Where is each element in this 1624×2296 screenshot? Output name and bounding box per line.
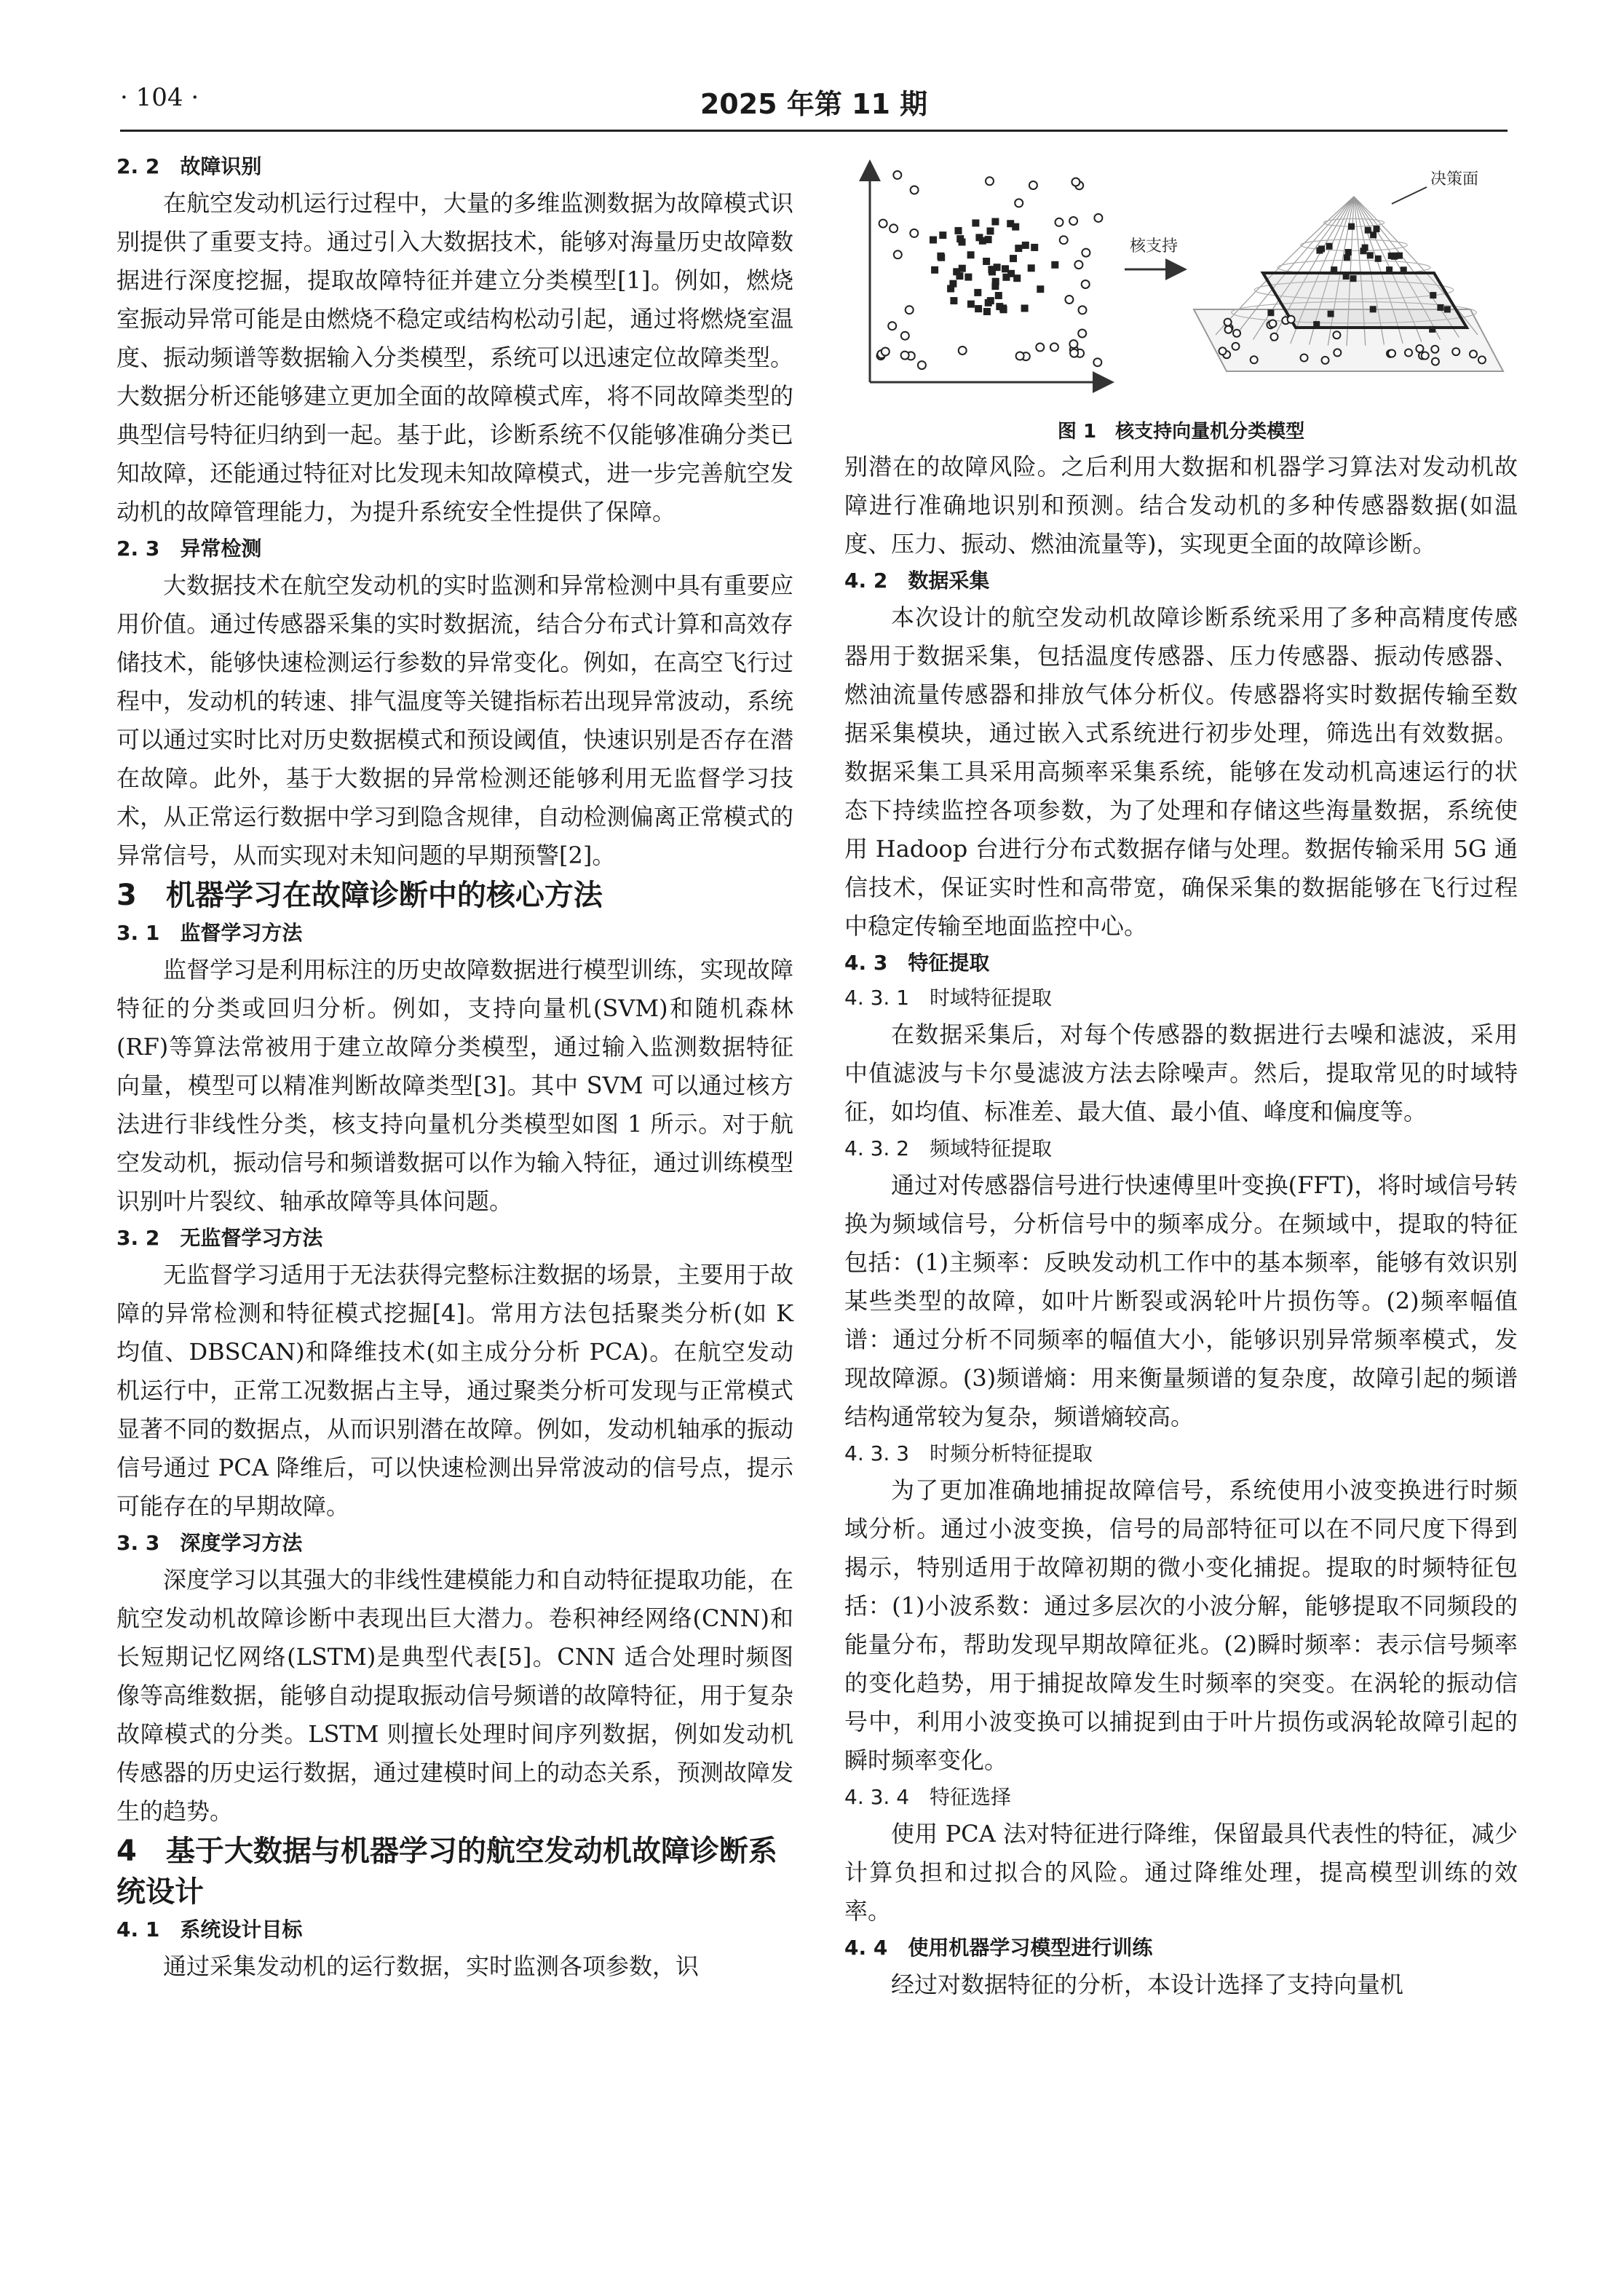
class-b-point-3d (1386, 266, 1393, 273)
class-a-point (911, 186, 919, 194)
class-a-point (918, 361, 926, 369)
section-heading: 4 基于大数据与机器学习的航空发动机故障诊断系统设计 (116, 1834, 777, 1909)
scatter-points (877, 171, 1103, 369)
class-b-point-3d (1326, 243, 1333, 250)
transform-arrow (1125, 237, 1183, 269)
class-b-point (983, 258, 990, 265)
class-a-point-3d (1452, 348, 1459, 355)
class-b-point (967, 301, 975, 308)
subsection-heading: 4. 1 系统设计目标 (116, 1917, 303, 1941)
right-column-text (844, 448, 1518, 2004)
class-b-point (988, 266, 995, 273)
class-b-point-3d (1444, 306, 1451, 313)
class-b-point (956, 272, 963, 280)
class-a-point-3d (1478, 356, 1486, 363)
class-a-point-3d (1470, 350, 1477, 357)
paragraph: 深度学习以其强大的非线性建模能力和自动特征提取功能，在航空发动机故障诊断中表现出巨大潜力。卷积神经网络(CNN)和长短期记忆网络(LSTM)是典型代表[5]。CNN 适合处理时频图像等高维数据，能够自动提取振动信号频谱的故障特征，用于复杂故障模式的分类。LSTM 则擅长处理时间序列数据，例如发动机传感器的历史运行数据，通过建模时间上的动态关系，预测故障发生的趋势。 (116, 1566, 793, 1825)
paragraph: 本次设计的航空发动机故障诊断系统采用了多种高精度传感器用于数据采集，包括温度传感器、压力传感器、振动传感器、燃油流量传感器和排放气体分析仪。传感器将实时数据传输至数据采集模块，通过嵌入式系统进行初步处理，筛选出有效数据。数据采集工具采用高频率采集系统，能够在发动机高速运行的状态下持续监控各项参数，为了处理和存储这些海量数据，系统使用 Hadoop 台进行分布式数据存储与处理。数据传输采用 5G 通信技术，保证实时性和高带宽，确保采集的数据能够在飞行过程中稳定传输至地面监控中心。 (844, 603, 1518, 940)
class-a-point (882, 348, 890, 356)
class-a-point-3d (1388, 350, 1395, 357)
class-b-point (938, 254, 945, 261)
class-b-point (1002, 274, 1010, 281)
class-b-point-3d (1437, 304, 1443, 311)
class-a-point (901, 352, 909, 360)
class-a-point (888, 322, 896, 330)
subsection-heading: 3. 3 深度学习方法 (116, 1531, 303, 1555)
figure-caption: 图 1 核支持向量机分类模型 (1057, 421, 1305, 443)
class-b-point (949, 280, 956, 288)
class-b-point-3d (1374, 226, 1380, 232)
right-3d-plot (1194, 170, 1503, 371)
subsection-heading: 4. 3. 3 时频分析特征提取 (844, 1441, 1093, 1465)
class-a-point (1065, 296, 1073, 304)
class-b-point (987, 227, 994, 234)
class-b-point-3d (1430, 292, 1436, 298)
class-b-point (991, 218, 999, 226)
subsection-heading: 4. 3. 4 特征选择 (844, 1785, 1012, 1809)
class-a-point (906, 306, 914, 314)
class-a-point (910, 229, 918, 237)
paragraph: 为了更加准确地捕捉故障信号，系统使用小波变换进行时频域分析。通过小波变换，信号的局部特征可以在不同尺度下得到揭示，特别适用于故障初期的微小变化捕捉。提取的时频特征包括：(1)小波系数：通过多层次的小波分解，能够提取不同频段的能量分布，帮助发现早期故障征兆。(2)瞬时频率：表示信号频率的变化趋势，用于捕捉故障发生时频率的突变。在涡轮的振动信号中，利用小波变换可以捕捉到由于叶片损伤或涡轮故障引起的瞬时频率变化。 (844, 1476, 1518, 1774)
left-scatter-plot (870, 164, 1110, 382)
class-b-point-3d (1331, 266, 1337, 273)
class-a-point-3d (1251, 356, 1258, 363)
class-a-point-3d (1219, 347, 1227, 355)
figure-1 (844, 149, 1518, 411)
class-b-point-3d (1313, 321, 1320, 328)
class-a-point-3d (1225, 326, 1232, 333)
class-a-point (1074, 261, 1082, 269)
left-column (116, 149, 793, 1986)
class-a-point (1072, 178, 1080, 186)
class-a-point (1082, 249, 1090, 257)
class-a-point-3d (1270, 320, 1277, 328)
class-a-point (894, 250, 902, 258)
class-b-point (975, 234, 983, 241)
class-a-point (1016, 352, 1024, 360)
class-b-point (975, 305, 982, 312)
class-a-point-3d (1224, 319, 1232, 326)
class-b-point (1013, 274, 1021, 282)
class-a-point (1069, 217, 1077, 225)
class-a-point-3d (1333, 331, 1340, 339)
class-a-point (1079, 306, 1087, 314)
class-a-point (986, 177, 994, 185)
class-a-point-3d (1232, 343, 1240, 350)
class-a-point (1015, 199, 1023, 207)
leader-line (1392, 187, 1427, 204)
class-b-point (1007, 220, 1014, 227)
class-a-point-3d (1422, 352, 1429, 360)
class-b-point (1028, 264, 1035, 272)
journal-issue: 2025 年第 11 期 (700, 88, 928, 120)
class-a-point (1093, 358, 1101, 366)
class-a-point (893, 171, 901, 179)
subsection-heading: 4. 4 使用机器学习模型进行训练 (844, 1936, 1153, 1960)
class-a-point (959, 347, 967, 355)
class-b-point (959, 239, 966, 246)
page-number: · 104 · (120, 83, 199, 112)
class-b-point-3d (1370, 306, 1377, 312)
class-b-point (983, 308, 991, 315)
class-a-point-3d (1271, 333, 1278, 341)
class-b-point (985, 299, 992, 306)
class-b-point-3d (1401, 266, 1407, 273)
class-b-point-3d (1367, 252, 1374, 258)
section-heading: 3 机器学习在故障诊断中的核心方法 (116, 879, 603, 912)
class-a-point (1055, 218, 1063, 226)
paragraph: 通过采集发动机的运行数据，实时监测各项参数，识 (163, 1952, 700, 1980)
paragraph: 无监督学习适用于无法获得完整标注数据的场景，主要用于故障的异常检测和特征模式挖掘[4]。常用方法包括聚类分析(如 K 均值、DBSCAN)和降维技术(如主成分分析 PCA)。在航空发动机运行中，正常工况数据占主导，通过聚类分析可发现与正常模式显著不同的数据点，从而识别潜在故障。例如，发动机轴承的振动信号通过 PCA 降维后，可以快速检测出异常波动的信号点，提示可能存在的早期故障。 (116, 1261, 793, 1520)
class-a-point (890, 224, 898, 232)
class-b-point-3d (1267, 309, 1274, 316)
class-b-point (1015, 245, 1022, 252)
class-a-point (1094, 214, 1102, 222)
paragraph: 在数据采集后，对每个传感器的数据进行去噪和滤波，采用中值滤波与卡尔曼滤波方法去除噪声。然后，提取常见的时域特征，如均值、标准差、最大值、最小值、峰度和偏度等。 (844, 1021, 1518, 1125)
subsection-heading: 2. 3 异常检测 (116, 537, 262, 561)
class-b-point-3d (1344, 254, 1350, 261)
class-a-point (901, 332, 909, 340)
class-a-point (879, 220, 887, 228)
svm-kernel-diagram (844, 149, 1518, 411)
paragraph: 经过对数据特征的分析，本设计选择了支持向量机 (891, 1971, 1404, 1998)
subsection-heading: 4. 3. 2 频域特征提取 (844, 1136, 1053, 1160)
class-b-point (959, 265, 966, 272)
class-b-point (950, 297, 957, 304)
class-b-point-3d (1343, 273, 1350, 280)
class-b-point (1051, 261, 1058, 269)
class-b-point-3d (1375, 256, 1382, 262)
class-b-point (1031, 244, 1038, 251)
class-b-point (1002, 265, 1009, 272)
class-b-point (1021, 305, 1029, 312)
class-b-point-3d (1429, 326, 1435, 333)
class-b-point (1010, 255, 1017, 262)
class-b-point-3d (1328, 311, 1334, 317)
right-column (844, 149, 1518, 2004)
class-b-point (1037, 285, 1044, 293)
paragraph: 使用 PCA 法对特征进行降维，保留最具代表性的特征，减少计算负担和过拟合的风险。通过降维处理，提高模型训练的效率。 (844, 1820, 1518, 1925)
class-a-point (1069, 340, 1077, 348)
subsection-heading: 3. 2 无监督学习方法 (116, 1226, 323, 1250)
paragraph: 大数据技术在航空发动机的实时监测和异常检测中具有重要应用价值。通过传感器采集的实时数据流，结合分布式计算和高效存储技术，能够快速检测运行参数的异常变化。例如，在高空飞行过程中，发动机的转速、排气温度等关键指标若出现异常波动，系统可以通过实时比对历史数据模式和预设阈值，快速识别是否存在潜在故障。此外，基于大数据的异常检测还能够利用无监督学习技术，从正常运行数据中学习到隐含规律，自动检测偏离正常模式的异常信号，从而实现对未知问题的早期预警[2]。 (116, 571, 793, 869)
class-b-point-3d (1316, 248, 1323, 254)
subsection-heading: 4. 3 特征提取 (844, 951, 990, 975)
class-a-point-3d (1301, 355, 1308, 362)
class-b-point (967, 251, 975, 258)
subsection-heading: 4. 2 数据采集 (844, 569, 990, 593)
class-b-point (985, 236, 992, 243)
class-b-point (931, 266, 938, 274)
class-b-point-3d (1360, 248, 1366, 254)
class-b-point-3d (1350, 275, 1357, 282)
class-a-point-3d (1432, 358, 1439, 365)
surface-label: 决策面 (1430, 170, 1479, 189)
class-a-point (1036, 344, 1044, 352)
class-a-point-3d (1431, 346, 1438, 353)
class-b-point-3d (1348, 223, 1355, 230)
arrow-label: 核支持 (1129, 237, 1179, 256)
subsection-heading: 2. 2 故障识别 (116, 154, 262, 178)
class-a-point-3d (1334, 349, 1341, 356)
page-header (120, 79, 1508, 132)
class-b-point (972, 219, 979, 226)
class-a-point-3d (1233, 330, 1240, 337)
class-b-point (939, 231, 946, 239)
class-b-point (930, 237, 937, 244)
paragraph: 监督学习是利用标注的历史故障数据进行模型训练，实现故障特征的分类或回归分析。例如，支持向量机(SVM)和随机森林(RF)等算法常被用于建立故障分类模型，通过输入监测数据特征向量，模型可以精准判断故障类型[3]。其中 SVM 可以通过核方法进行非线性分类，核支持向量机分类模型如图 1 所示。对于航空发动机，振动信号和频谱数据可以作为输入特征，通过训练模型识别叶片裂纹、轴承故障等具体问题。 (116, 956, 793, 1215)
class-b-point-3d (1370, 231, 1377, 238)
class-b-point (974, 289, 981, 296)
class-a-point-3d (1416, 345, 1423, 352)
class-a-point-3d (1322, 357, 1329, 364)
class-a-point (1078, 330, 1086, 338)
class-a-point (1029, 181, 1037, 189)
class-b-point (1022, 242, 1029, 249)
class-a-point (1060, 236, 1068, 244)
class-b-point (996, 303, 1003, 310)
paragraph: 通过对传感器信号进行快速傅里叶变换(FFT)，将时域信号转换为频域信号，分析信号中的频率成分。在频域中，提取的特征包括：(1)主频率：反映发动机工作中的基本频率，能够有效识别某些类型的故障，如叶片断裂或涡轮叶片损伤等。(2)频率幅值谱：通过分析不同频率的幅值大小，能够识别异常频率模式，发现故障源。(3)频谱熵：用来衡量频谱的复杂度，故障引起的频谱结构通常较为复杂，频谱熵较高。 (844, 1171, 1518, 1430)
subsection-heading: 3. 1 监督学习方法 (116, 921, 303, 945)
class-a-point-3d (1405, 349, 1412, 357)
paragraph: 别潜在的故障风险。之后利用大数据和机器学习算法对发动机故障进行准确地识别和预测。结合发动机的多种传感器数据(如温度、压力、振动、燃油流量等)，实现更全面的故障诊断。 (844, 453, 1518, 558)
class-a-point (1050, 343, 1058, 351)
class-b-point-3d (1396, 253, 1403, 259)
class-b-point (992, 278, 999, 285)
class-b-point (955, 227, 962, 234)
class-b-point (995, 292, 1002, 299)
subsection-heading: 4. 3. 1 时域特征提取 (844, 986, 1053, 1010)
class-a-point (1082, 280, 1090, 288)
class-b-point (965, 274, 972, 281)
class-a-point-3d (1288, 316, 1295, 323)
class-a-point (1070, 349, 1078, 357)
paragraph: 在航空发动机运行过程中，大量的多维监测数据为故障模式识别提供了重要支持。通过引入大数据技术，能够对海量历史故障数据进行深度挖掘，提取故障特征并建立分类模型[1]。例如，燃烧室振动异常可能是由燃烧不稳定或结构松动引起，通过将燃烧室温度、振动频谱等数据输入分类模型，系统可以迅速定位故障类型。大数据分析还能够建立更加全面的故障模式库，将不同故障类型的典型信号特征归纳到一起。基于此，诊断系统不仅能够准确分类已知故障，还能通过特征对比发现未知故障模式，进一步完善航空发动机的故障管理能力，为提升系统安全性提供了保障。 (116, 189, 793, 526)
